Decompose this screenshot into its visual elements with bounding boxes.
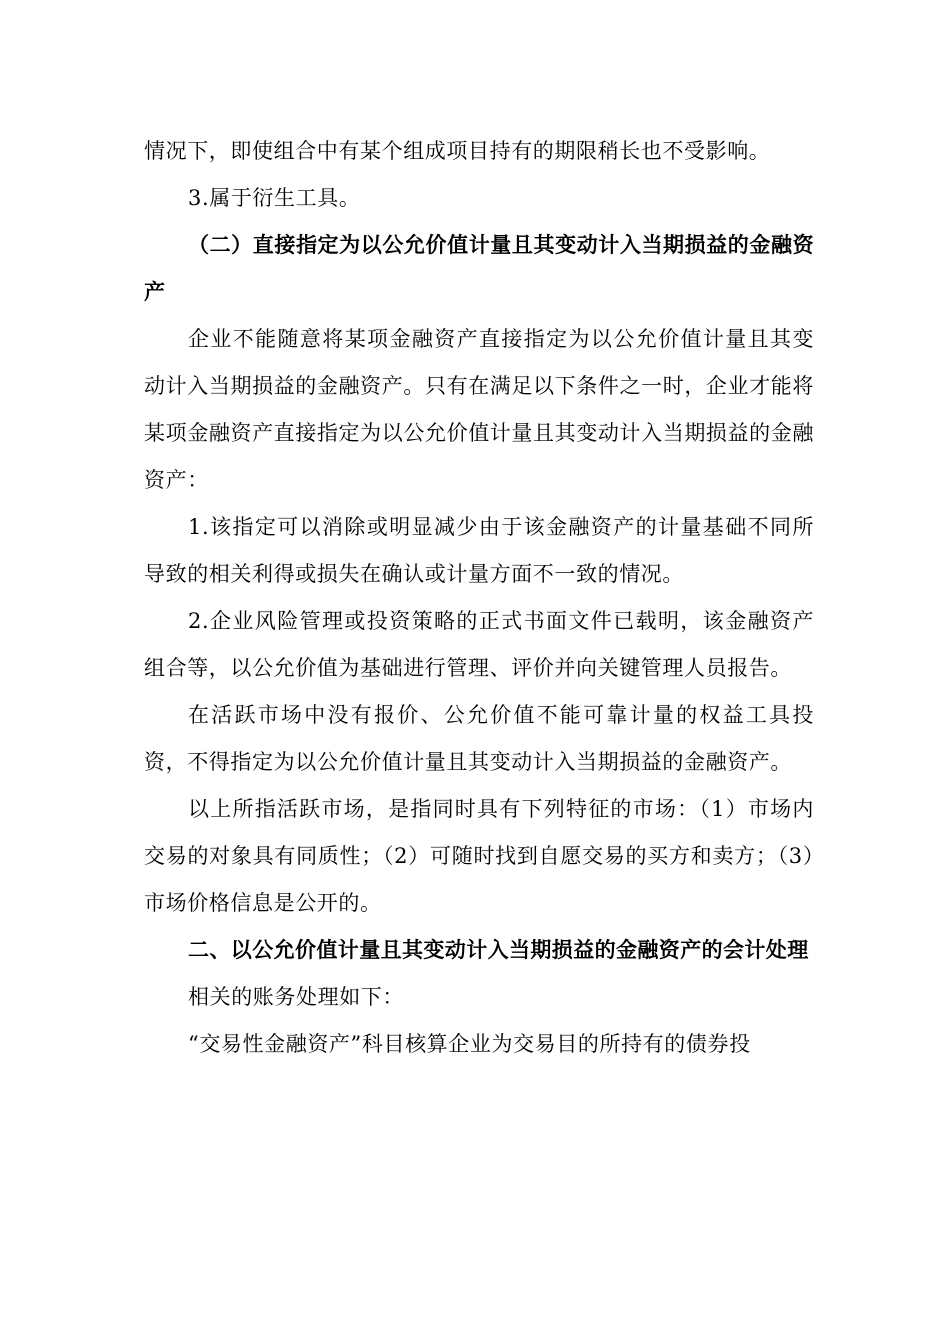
paragraph-designation-rule: 企业不能随意将某项金融资产直接指定为以公允价值计量且其变动计入当期损益的金融资产。只有在满足以下条件之一时，企业才能将某项金融资产直接指定为以公允价值计量且其变动计入当期损益的金融资产： [144,327,814,492]
list-item-3: 3.属于衍生工具。 [188,186,361,210]
paragraph-accounting-intro: 相关的账务处理如下： [188,985,404,1009]
condition-item-2: 2.企业风险管理或投资策略的正式书面文件已载明，该金融资产组合等，以公允价值为基础进行管理、评价并向关键管理人员报告。 [144,609,814,680]
document-body [144,128,814,1068]
paragraph-trading-assets: “交易性金融资产”科目核算企业为交易目的所持有的债券投 [188,1032,751,1056]
paragraph-active-market: 以上所指活跃市场，是指同时具有下列特征的市场：（1）市场内交易的对象具有同质性；（2）可随时找到自愿交易的买方和卖方；（3）市场价格信息是公开的。 [144,797,814,915]
condition-item-1: 1.该指定可以消除或明显减少由于该金融资产的计量基础不同所导致的相关利得或损失在确认或计量方面不一致的情况。 [144,515,814,586]
section-heading-2: （二）直接指定为以公允价值计量且其变动计入当期损益的金融资产 [144,233,814,304]
section-heading-accounting: 二、以公允价值计量且其变动计入当期损益的金融资产的会计处理 [188,938,809,962]
paragraph-continuation: 情况下，即使组合中有某个组成项目持有的期限稍长也不受影响。 [144,139,771,163]
paragraph-equity-restriction: 在活跃市场中没有报价、公允价值不能可靠计量的权益工具投资，不得指定为以公允价值计量且其变动计入当期损益的金融资产。 [144,703,814,774]
